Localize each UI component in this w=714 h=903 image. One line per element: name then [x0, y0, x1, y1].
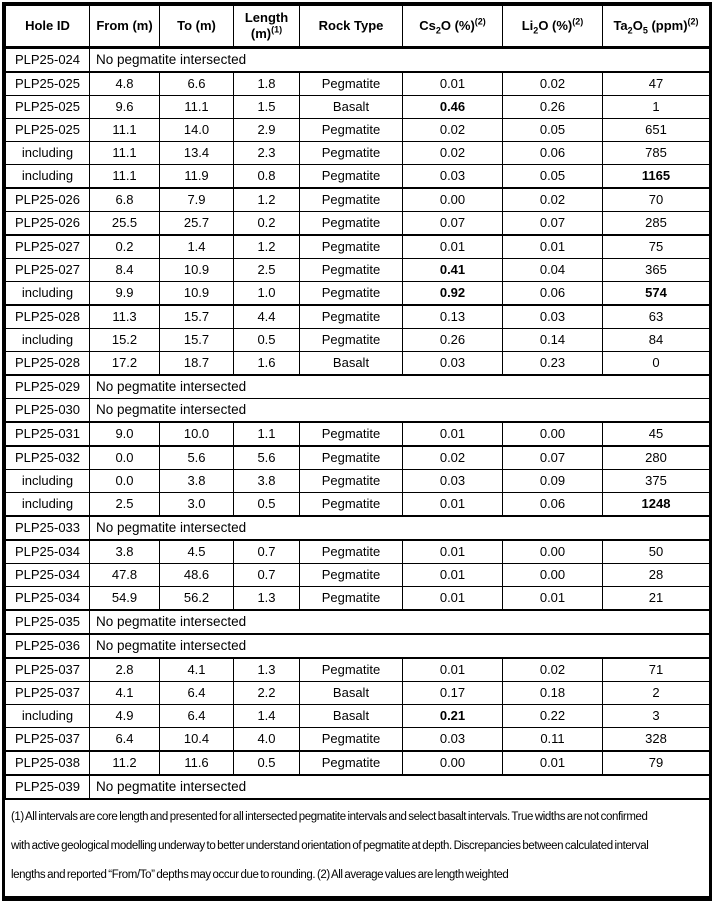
table-row	[6, 610, 710, 634]
data-cell: 2.5	[90, 493, 160, 517]
data-cell: 285	[603, 212, 710, 236]
data-cell: 0.01	[403, 658, 503, 682]
data-cell: 3.8	[160, 470, 234, 493]
data-cell: 0.00	[503, 540, 603, 564]
data-cell: 8.4	[90, 259, 160, 282]
hole-id-cell: PLP25-037	[6, 658, 90, 682]
data-cell: 5.6	[160, 446, 234, 470]
data-cell: 11.1	[90, 119, 160, 142]
hole-id-cell: including	[6, 705, 90, 728]
data-cell: 75	[603, 235, 710, 259]
data-cell: 0.14	[503, 329, 603, 352]
drill-results-table	[5, 5, 710, 800]
data-cell: 0.2	[234, 212, 300, 236]
data-cell: 4.0	[234, 728, 300, 752]
hole-id-cell: PLP25-037	[6, 682, 90, 705]
data-cell: 47.8	[90, 564, 160, 587]
hole-id-cell: PLP25-034	[6, 587, 90, 611]
data-cell: Pegmatite	[300, 493, 403, 517]
data-cell: Pegmatite	[300, 259, 403, 282]
table-row	[6, 352, 710, 376]
data-cell: 84	[603, 329, 710, 352]
data-cell: 0.06	[503, 493, 603, 517]
column-header-length-m: Length $(m)^{(1)}$	[234, 6, 300, 48]
table-row	[6, 470, 710, 493]
table-row	[6, 259, 710, 282]
data-cell: 0.02	[403, 446, 503, 470]
data-cell: 0.04	[503, 259, 603, 282]
data-cell: Basalt	[300, 96, 403, 119]
data-cell: Pegmatite	[300, 165, 403, 189]
note-cell: No pegmatite intersected	[90, 399, 710, 423]
data-cell: 5.6	[234, 446, 300, 470]
table-row	[6, 165, 710, 189]
table-row	[6, 375, 710, 399]
data-cell: 0.11	[503, 728, 603, 752]
hole-id-cell: PLP25-026	[6, 212, 90, 236]
data-cell: 0.01	[403, 564, 503, 587]
data-cell: 1248	[603, 493, 710, 517]
data-cell: 0.05	[503, 119, 603, 142]
data-cell: 4.4	[234, 305, 300, 329]
table-row	[6, 634, 710, 658]
data-cell: 0.41	[403, 259, 503, 282]
data-cell: 0.00	[403, 751, 503, 775]
data-cell: 6.4	[160, 682, 234, 705]
hole-id-cell: PLP25-031	[6, 422, 90, 446]
data-cell: 0.02	[503, 658, 603, 682]
data-cell: 70	[603, 188, 710, 212]
data-cell: Pegmatite	[300, 728, 403, 752]
data-cell: 4.1	[160, 658, 234, 682]
data-cell: 25.7	[160, 212, 234, 236]
data-cell: 1.4	[234, 705, 300, 728]
data-cell: 328	[603, 728, 710, 752]
data-cell: Pegmatite	[300, 72, 403, 96]
data-cell: 0.02	[403, 142, 503, 165]
data-cell: 11.9	[160, 165, 234, 189]
hole-id-cell: including	[6, 282, 90, 306]
data-cell: 79	[603, 751, 710, 775]
hole-id-cell: PLP25-034	[6, 564, 90, 587]
data-cell: Basalt	[300, 682, 403, 705]
column-header-cs2o-pct: $Cs_2O$ (%)$^{(2)}$	[403, 6, 503, 48]
hole-id-cell: PLP25-027	[6, 259, 90, 282]
data-cell: 2.5	[234, 259, 300, 282]
data-cell: 785	[603, 142, 710, 165]
hole-id-cell: including	[6, 493, 90, 517]
data-cell: Pegmatite	[300, 188, 403, 212]
table-row	[6, 305, 710, 329]
data-cell: 0.26	[503, 96, 603, 119]
hole-id-cell: PLP25-039	[6, 775, 90, 799]
data-cell: 0.03	[503, 305, 603, 329]
table-row	[6, 658, 710, 682]
drill-results-sheet	[2, 2, 712, 901]
data-cell: 0.09	[503, 470, 603, 493]
data-cell: 4.9	[90, 705, 160, 728]
data-cell: Pegmatite	[300, 212, 403, 236]
data-cell: Pegmatite	[300, 422, 403, 446]
table-row	[6, 751, 710, 775]
table-row	[6, 728, 710, 752]
data-cell: Pegmatite	[300, 470, 403, 493]
data-cell: 6.4	[160, 705, 234, 728]
data-cell: 15.7	[160, 305, 234, 329]
data-cell: 3.8	[90, 540, 160, 564]
table-row	[6, 235, 710, 259]
table-row	[6, 705, 710, 728]
column-header-ta2o5-ppm: $Ta_2O_5$ (ppm)$^{(2)}$	[603, 6, 710, 48]
data-cell: 0.5	[234, 329, 300, 352]
data-cell: Pegmatite	[300, 235, 403, 259]
data-cell: 1.1	[234, 422, 300, 446]
data-cell: 1.2	[234, 235, 300, 259]
footnote-line: (1) All intervals are core length and presented for all intersected pegmatite intervals and select basalt intervals. True widths are not confirmed	[11, 811, 648, 823]
data-cell: 63	[603, 305, 710, 329]
data-cell: 0	[603, 352, 710, 376]
data-cell: 0.01	[403, 587, 503, 611]
data-cell: 0.92	[403, 282, 503, 306]
data-cell: 47	[603, 72, 710, 96]
table-row	[6, 119, 710, 142]
data-cell: 2.3	[234, 142, 300, 165]
data-cell: 0.03	[403, 165, 503, 189]
data-cell: 13.4	[160, 142, 234, 165]
hole-id-cell: PLP25-034	[6, 540, 90, 564]
data-cell: 14.0	[160, 119, 234, 142]
data-cell: 0.01	[403, 540, 503, 564]
data-cell: 1.3	[234, 587, 300, 611]
hole-id-cell: PLP25-024	[6, 48, 90, 73]
data-cell: 54.9	[90, 587, 160, 611]
data-cell: Pegmatite	[300, 446, 403, 470]
column-header-from-m: From (m)	[90, 6, 160, 48]
hole-id-cell: PLP25-036	[6, 634, 90, 658]
footnote-line: lengths and reported “From/To” depths may occur due to rounding. (2) All average values are length weighted	[11, 869, 509, 881]
data-cell: 0.02	[403, 119, 503, 142]
data-cell: 0.23	[503, 352, 603, 376]
data-cell: Pegmatite	[300, 305, 403, 329]
data-cell: 2.2	[234, 682, 300, 705]
data-cell: 71	[603, 658, 710, 682]
data-cell: 9.0	[90, 422, 160, 446]
note-cell: No pegmatite intersected	[90, 375, 710, 399]
data-cell: 3	[603, 705, 710, 728]
footnote	[5, 800, 709, 896]
data-cell: 11.6	[160, 751, 234, 775]
data-cell: 574	[603, 282, 710, 306]
column-header-li2o-pct: $Li_2O$ (%)$^{(2)}$	[503, 6, 603, 48]
note-cell: No pegmatite intersected	[90, 634, 710, 658]
hole-id-cell: including	[6, 470, 90, 493]
data-cell: 9.9	[90, 282, 160, 306]
data-cell: 11.1	[160, 96, 234, 119]
hole-id-cell: PLP25-033	[6, 516, 90, 540]
footnote-line: with active geological modelling underway to better understand orientation of pegmatite at depth. Discrepancies between calculated interval	[11, 840, 649, 852]
data-cell: 10.0	[160, 422, 234, 446]
note-cell: No pegmatite intersected	[90, 610, 710, 634]
table-row	[6, 48, 710, 73]
table-row	[6, 329, 710, 352]
data-cell: 11.2	[90, 751, 160, 775]
data-cell: 28	[603, 564, 710, 587]
data-cell: 0.07	[503, 212, 603, 236]
data-cell: 2	[603, 682, 710, 705]
table-row	[6, 516, 710, 540]
data-cell: 0.7	[234, 540, 300, 564]
data-cell: 0.00	[503, 564, 603, 587]
data-cell: 7.9	[160, 188, 234, 212]
data-cell: 0.07	[403, 212, 503, 236]
data-cell: 11.1	[90, 142, 160, 165]
hole-id-cell: PLP25-026	[6, 188, 90, 212]
data-cell: 0.01	[403, 493, 503, 517]
data-cell: 1165	[603, 165, 710, 189]
hole-id-cell: PLP25-037	[6, 728, 90, 752]
data-cell: 0.01	[403, 422, 503, 446]
hole-id-cell: PLP25-028	[6, 305, 90, 329]
data-cell: 25.5	[90, 212, 160, 236]
data-cell: 0.2	[90, 235, 160, 259]
data-cell: 4.5	[160, 540, 234, 564]
table-row	[6, 96, 710, 119]
table-row	[6, 399, 710, 423]
data-cell: 0.01	[403, 72, 503, 96]
data-cell: 0.03	[403, 352, 503, 376]
hole-id-cell: PLP25-029	[6, 375, 90, 399]
data-cell: 11.3	[90, 305, 160, 329]
hole-id-cell: PLP25-032	[6, 446, 90, 470]
data-cell: 0.0	[90, 446, 160, 470]
data-cell: 4.1	[90, 682, 160, 705]
hole-id-cell: PLP25-025	[6, 96, 90, 119]
data-cell: 0.17	[403, 682, 503, 705]
data-cell: 1.6	[234, 352, 300, 376]
table-body	[6, 48, 710, 800]
hole-id-cell: PLP25-030	[6, 399, 90, 423]
data-cell: 9.6	[90, 96, 160, 119]
data-cell: 0.8	[234, 165, 300, 189]
data-cell: 0.01	[503, 235, 603, 259]
table-row	[6, 446, 710, 470]
data-cell: 10.9	[160, 259, 234, 282]
data-cell: 10.4	[160, 728, 234, 752]
data-cell: Pegmatite	[300, 658, 403, 682]
data-cell: 0.03	[403, 470, 503, 493]
data-cell: 0.26	[403, 329, 503, 352]
table-row	[6, 587, 710, 611]
data-cell: Pegmatite	[300, 540, 403, 564]
hole-id-cell: including	[6, 142, 90, 165]
data-cell: 0.22	[503, 705, 603, 728]
table-row	[6, 540, 710, 564]
data-cell: 6.4	[90, 728, 160, 752]
hole-id-cell: PLP25-035	[6, 610, 90, 634]
table-row	[6, 564, 710, 587]
data-cell: 0.00	[403, 188, 503, 212]
data-cell: Pegmatite	[300, 119, 403, 142]
data-cell: 2.9	[234, 119, 300, 142]
data-cell: 0.02	[503, 72, 603, 96]
data-cell: 6.6	[160, 72, 234, 96]
data-cell: 50	[603, 540, 710, 564]
data-cell: 1.8	[234, 72, 300, 96]
column-header-to-m: To (m)	[160, 6, 234, 48]
data-cell: 0.5	[234, 493, 300, 517]
data-cell: Pegmatite	[300, 587, 403, 611]
hole-id-cell: PLP25-038	[6, 751, 90, 775]
note-cell: No pegmatite intersected	[90, 516, 710, 540]
data-cell: 0.13	[403, 305, 503, 329]
data-cell: 0.7	[234, 564, 300, 587]
data-cell: 0.01	[403, 235, 503, 259]
data-cell: 1.3	[234, 658, 300, 682]
data-cell: 15.7	[160, 329, 234, 352]
data-cell: 15.2	[90, 329, 160, 352]
data-cell: 10.9	[160, 282, 234, 306]
data-cell: 48.6	[160, 564, 234, 587]
data-cell: 0.18	[503, 682, 603, 705]
table-row	[6, 493, 710, 517]
table-row	[6, 775, 710, 799]
table-row	[6, 212, 710, 236]
data-cell: 0.01	[503, 751, 603, 775]
data-cell: Pegmatite	[300, 564, 403, 587]
hole-id-cell: PLP25-025	[6, 119, 90, 142]
data-cell: 0.21	[403, 705, 503, 728]
data-cell: Pegmatite	[300, 329, 403, 352]
data-cell: 3.8	[234, 470, 300, 493]
data-cell: Pegmatite	[300, 751, 403, 775]
header-row	[6, 6, 710, 48]
hole-id-cell: PLP25-025	[6, 72, 90, 96]
data-cell: 0.02	[503, 188, 603, 212]
data-cell: 1.5	[234, 96, 300, 119]
hole-id-cell: PLP25-028	[6, 352, 90, 376]
data-cell: 651	[603, 119, 710, 142]
data-cell: 0.00	[503, 422, 603, 446]
data-cell: 0.05	[503, 165, 603, 189]
data-cell: 0.01	[503, 587, 603, 611]
table-row	[6, 682, 710, 705]
data-cell: Basalt	[300, 705, 403, 728]
data-cell: 1.0	[234, 282, 300, 306]
data-cell: 0.46	[403, 96, 503, 119]
column-header-hole-id: Hole ID	[6, 6, 90, 48]
data-cell: 0.5	[234, 751, 300, 775]
hole-id-cell: PLP25-027	[6, 235, 90, 259]
data-cell: 0.0	[90, 470, 160, 493]
data-cell: 3.0	[160, 493, 234, 517]
column-header-rock-type: Rock Type	[300, 6, 403, 48]
hole-id-cell: including	[6, 329, 90, 352]
data-cell: 11.1	[90, 165, 160, 189]
hole-id-cell: including	[6, 165, 90, 189]
data-cell: 1.4	[160, 235, 234, 259]
table-row	[6, 72, 710, 96]
data-cell: Pegmatite	[300, 142, 403, 165]
data-cell: Basalt	[300, 352, 403, 376]
data-cell: 6.8	[90, 188, 160, 212]
data-cell: 280	[603, 446, 710, 470]
table-row	[6, 188, 710, 212]
data-cell: 1	[603, 96, 710, 119]
data-cell: 365	[603, 259, 710, 282]
data-cell: 0.06	[503, 282, 603, 306]
table-row	[6, 282, 710, 306]
data-cell: 18.7	[160, 352, 234, 376]
data-cell: 2.8	[90, 658, 160, 682]
table-row	[6, 142, 710, 165]
data-cell: 4.8	[90, 72, 160, 96]
data-cell: Pegmatite	[300, 282, 403, 306]
data-cell: 375	[603, 470, 710, 493]
data-cell: 0.06	[503, 142, 603, 165]
note-cell: No pegmatite intersected	[90, 48, 710, 73]
data-cell: 0.07	[503, 446, 603, 470]
data-cell: 0.03	[403, 728, 503, 752]
data-cell: 45	[603, 422, 710, 446]
data-cell: 56.2	[160, 587, 234, 611]
data-cell: 1.2	[234, 188, 300, 212]
table-row	[6, 422, 710, 446]
data-cell: 21	[603, 587, 710, 611]
data-cell: 17.2	[90, 352, 160, 376]
note-cell: No pegmatite intersected	[90, 775, 710, 799]
